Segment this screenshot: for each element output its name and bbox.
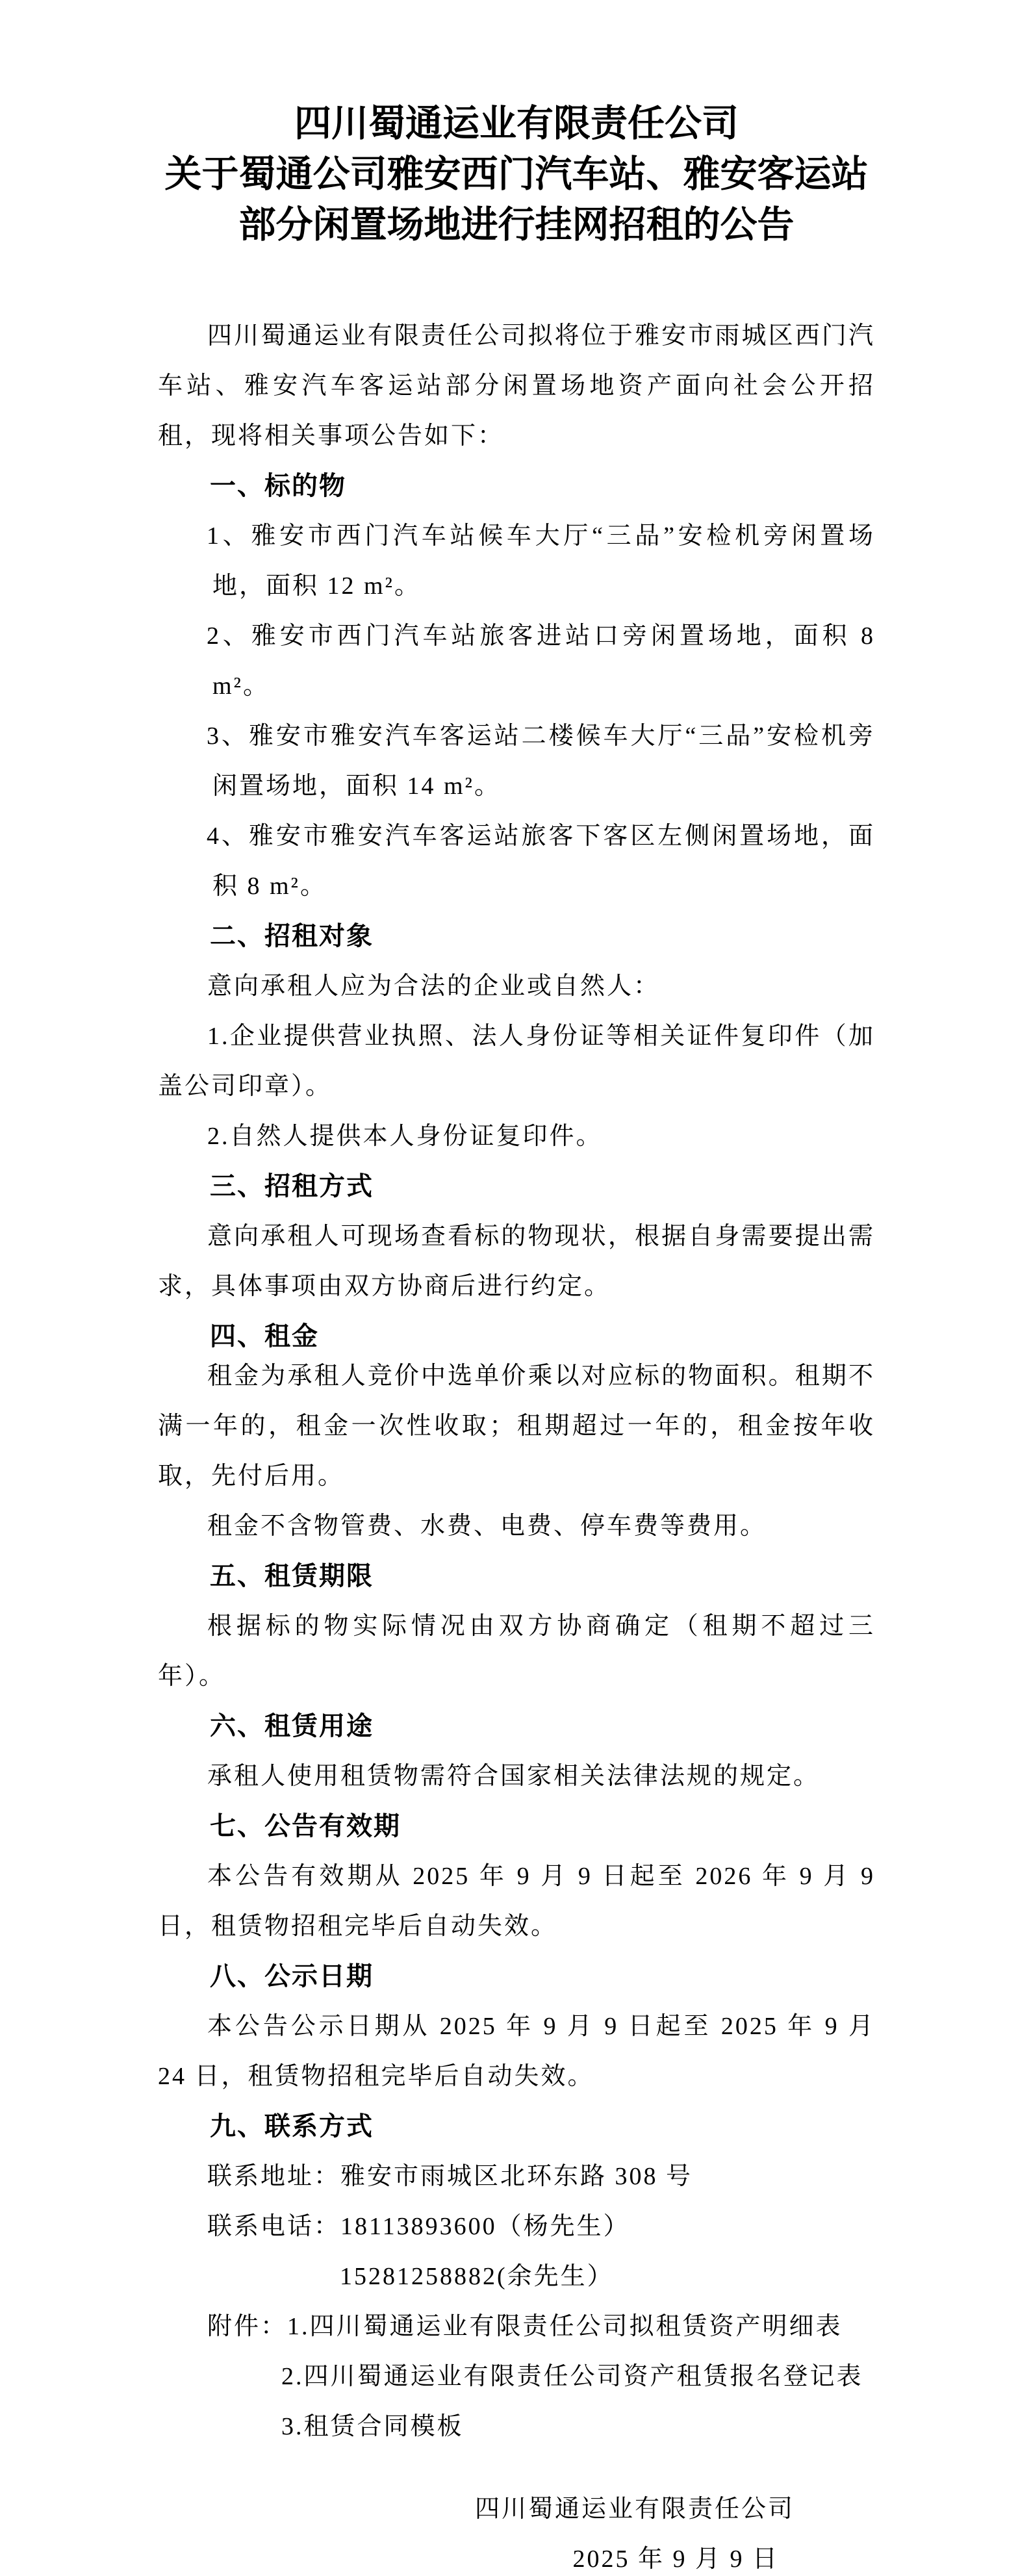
contact-address: 联系地址：雅安市雨城区北环东路 308 号 (207, 2163, 693, 2190)
title-line-3: 部分闲置场地进行挂网招租的公告 (238, 205, 795, 246)
rent-paragraph-1: 租金为承租人竞价中选单价乘以对应标的物面积。租期不满一年的，租金一次性收取；租期超过一年的，租金按年收取，先付后用。 (158, 1362, 875, 1490)
attachment-line-2: 2.四川蜀通运业有限责任公司资产租赁报名登记表 (281, 2363, 863, 2390)
target-paragraph-2: 1.企业提供营业执照、法人身份证等相关证件复印件（加盖公司印章）。 (158, 1023, 875, 1100)
section-heading-4-rent: 四、租金 (210, 1322, 319, 1351)
attachment-line-1: 附件：1.四川蜀通运业有限责任公司拟租赁资产明细表 (207, 2313, 843, 2340)
intro-paragraph: 四川蜀通运业有限责任公司拟将位于雅安市雨城区西门汽车站、雅安汽车客运站部分闲置场地资产面向社会公开招租，现将相关事项公告如下： (158, 322, 875, 450)
lease-use-paragraph: 承租人使用租赁物需符合国家相关法律法规的规定。 (207, 1763, 821, 1790)
section-heading-3-method: 三、招租方式 (210, 1172, 374, 1201)
validity-paragraph: 本公告有效期从 2025 年 9 月 9 日起至 2026 年 9 月 9 日，租赁物招租完毕后自动失效。 (158, 1863, 875, 1940)
contact-phone-1: 联系电话：18113893600（杨先生） (207, 2213, 630, 2240)
section-heading-2-target: 二、招租对象 (210, 922, 374, 950)
signature-block (158, 2484, 875, 2576)
document-title (158, 99, 875, 251)
title-line-2: 关于蜀通公司雅安西门汽车站、雅安客运站 (164, 154, 869, 195)
section-heading-5-lease-term: 五、租赁期限 (210, 1562, 374, 1590)
signature-company: 四川蜀通运业有限责任公司 (474, 2495, 795, 2523)
lease-term-paragraph: 根据标的物实际情况由双方协商确定（租期不超过三年）。 (158, 1613, 875, 1690)
method-paragraph: 意向承租人可现场查看标的物现状，根据自身需要提出需求，具体事项由双方协商后进行约定。 (158, 1223, 875, 1300)
target-paragraph-3: 2.自然人提供本人身份证复印件。 (207, 1123, 603, 1150)
publicity-date-paragraph: 本公告公示日期从 2025 年 9 月 9 日起至 2025 年 9 月 24 日，租赁物招租完毕后自动失效。 (158, 2013, 875, 2090)
target-paragraph-1: 意向承租人应为合法的企业或自然人： (207, 973, 661, 1000)
subject-item-1: 1、雅安市西门汽车站候车大厅“三品”安检机旁闲置场地，面积 12 m²。 (207, 522, 875, 600)
section-heading-9-contact: 九、联系方式 (210, 2112, 374, 2141)
contact-phone-2: 15281258882(余先生） (340, 2263, 614, 2290)
section-heading-8-publicity-date: 八、公示日期 (210, 1962, 374, 1991)
section-heading-1-subject: 一、标的物 (210, 472, 346, 500)
attachment-line-3: 3.租赁合同模板 (281, 2413, 464, 2440)
rent-paragraph-2: 租金不含物管费、水费、电费、停车费等费用。 (207, 1512, 767, 1540)
signature-date: 2025 年 9 月 9 日 (572, 2545, 779, 2573)
title-line-1: 四川蜀通运业有限责任公司 (294, 103, 739, 144)
subject-item-4: 4、雅安市雅安汽车客运站旅客下客区左侧闲置场地，面积 8 m²。 (207, 823, 875, 900)
subject-item-3: 3、雅安市雅安汽车客运站二楼候车大厅“三品”安检机旁闲置场地，面积 14 m²。 (207, 722, 875, 800)
section-heading-7-validity: 七、公告有效期 (210, 1812, 401, 1841)
subject-item-2: 2、雅安市西门汽车站旅客进站口旁闲置场地，面积 8 m²。 (207, 622, 875, 700)
section-heading-6-lease-use: 六、租赁用途 (210, 1712, 374, 1741)
